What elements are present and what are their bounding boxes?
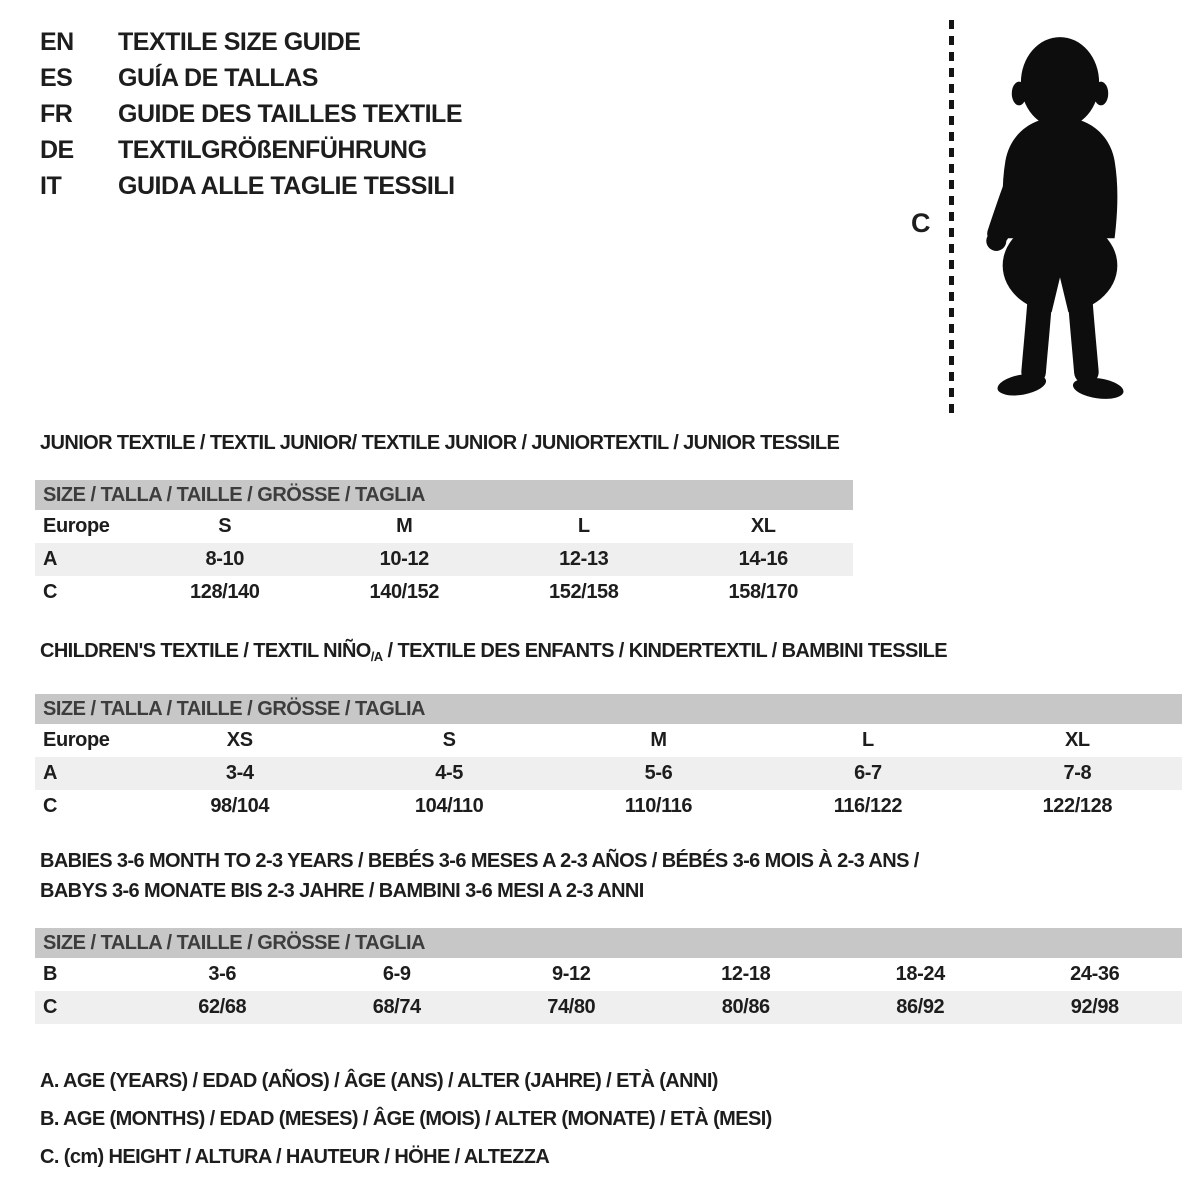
- table-row: [35, 576, 853, 609]
- table-cell: 68/74: [372, 996, 421, 1018]
- table-cell: 12-13: [559, 548, 609, 570]
- language-row: [40, 96, 462, 132]
- row-label: Europe: [43, 515, 110, 537]
- table-cell: 86/92: [896, 996, 945, 1018]
- table-cell: M: [650, 729, 667, 751]
- babies-size-table: [35, 928, 1182, 1024]
- guide-title: GUIDA ALLE TAGLIE TESSILI: [118, 172, 455, 200]
- table-cell: 12-18: [721, 963, 771, 985]
- table-cell: 6-7: [854, 762, 882, 784]
- table-cell: 128/140: [190, 581, 260, 603]
- section-children-textile: [35, 636, 1182, 823]
- language-code: ES: [40, 64, 73, 92]
- table-cell: 62/68: [198, 996, 247, 1018]
- footnote-c: C. (cm) HEIGHT / ALTURA / HAUTEUR / HÖHE / ALTEZZA: [40, 1146, 550, 1168]
- dashed-height-line: [949, 20, 954, 418]
- table-cell: XL: [750, 515, 776, 537]
- table-cell: 152/158: [549, 581, 619, 603]
- table-cell: 8-10: [205, 548, 244, 570]
- table-cell: 14-16: [738, 548, 788, 570]
- table-cell: 7-8: [1063, 762, 1092, 784]
- row-label: B: [43, 963, 58, 985]
- heading-text: / TEXTILE DES ENFANTS / KINDERTEXTIL / BAMBINI TESSILE: [382, 640, 948, 662]
- footnote-b: B. AGE (MONTHS) / EDAD (MESES) / ÂGE (MOIS) / ALTER (MONATE) / ETÀ (MESI): [40, 1108, 772, 1130]
- table-cell: L: [577, 515, 590, 537]
- table-cell: XS: [226, 729, 253, 751]
- language-code: FR: [40, 100, 73, 128]
- table-cell: 110/116: [624, 795, 693, 817]
- table-cell: S: [218, 515, 232, 537]
- language-code: EN: [40, 28, 74, 56]
- table-cell: 140/152: [369, 581, 439, 603]
- row-label: A: [43, 762, 58, 784]
- section-heading: [35, 636, 1182, 672]
- section-babies-textile: [35, 846, 1182, 1024]
- table-cell: 5-6: [644, 762, 673, 784]
- table-cell: 9-12: [552, 963, 591, 985]
- height-measure-label: C: [911, 208, 931, 238]
- table-row: [35, 958, 1182, 991]
- table-row: [35, 991, 1182, 1024]
- table-body: [35, 510, 853, 609]
- table-size-header: SIZE / TALLA / TAILLE / GRÖSSE / TAGLIA: [35, 928, 1182, 958]
- language-code: DE: [40, 136, 74, 164]
- language-title-list: [40, 24, 462, 204]
- table-cell: 4-5: [435, 762, 463, 784]
- table-cell: 158/170: [728, 581, 798, 603]
- table-row: [35, 757, 1182, 790]
- table-size-header: SIZE / TALLA / TAILLE / GRÖSSE / TAGLIA: [35, 694, 1182, 724]
- heading-text: CHILDREN'S TEXTILE / TEXTIL NIÑO: [40, 640, 371, 662]
- heading-subscript: /A: [370, 649, 383, 664]
- table-cell: S: [442, 729, 456, 751]
- language-code: IT: [40, 172, 62, 200]
- table-size-header: SIZE / TALLA / TAILLE / GRÖSSE / TAGLIA: [35, 480, 853, 510]
- table-body: [35, 958, 1182, 1024]
- guide-title: TEXTILE SIZE GUIDE: [118, 28, 361, 56]
- table-cell: 18-24: [895, 963, 945, 985]
- table-cell: 122/128: [1042, 795, 1113, 817]
- table-cell: 98/104: [210, 795, 270, 817]
- language-row: [40, 132, 462, 168]
- guide-title: GUÍA DE TALLAS: [118, 64, 318, 92]
- table-cell: 74/80: [547, 996, 596, 1018]
- language-row: [40, 168, 462, 204]
- language-row: [40, 24, 462, 60]
- table-cell: 92/98: [1070, 996, 1119, 1018]
- table-cell: M: [396, 515, 413, 537]
- table-body: [35, 724, 1182, 823]
- table-row: [35, 724, 1182, 757]
- section-heading-line2: BABYS 3-6 MONATE BIS 2-3 JAHRE / BAMBINI 3-6 MESI A 2-3 ANNI: [40, 880, 644, 902]
- table-cell: 24-36: [1070, 963, 1120, 985]
- section-junior-textile: [35, 428, 853, 609]
- toddler-silhouette: [969, 16, 1151, 424]
- table-cell: 116/122: [833, 795, 903, 817]
- footnote-a: A. AGE (YEARS) / EDAD (AÑOS) / ÂGE (ANS) / ALTER (JAHRE) / ETÀ (ANNI): [40, 1070, 718, 1092]
- table-row: [35, 790, 1182, 823]
- guide-title: TEXTILGRÖßENFÜHRUNG: [118, 136, 427, 164]
- row-label: A: [43, 548, 58, 570]
- measured-figure: [905, 10, 1175, 428]
- table-row: [35, 510, 853, 543]
- row-label: Europe: [43, 729, 110, 751]
- children-size-table: [35, 694, 1182, 823]
- table-cell: 6-9: [382, 963, 411, 985]
- junior-size-table: [35, 480, 853, 609]
- table-row: [35, 543, 853, 576]
- guide-title: GUIDE DES TAILLES TEXTILE: [118, 100, 463, 128]
- row-label: C: [43, 581, 58, 603]
- section-heading: JUNIOR TEXTILE / TEXTIL JUNIOR/ TEXTILE JUNIOR / JUNIORTEXTIL / JUNIOR TESSILE: [40, 432, 840, 454]
- footnote-legend: [40, 1062, 772, 1176]
- language-row: [40, 60, 462, 96]
- table-cell: 3-6: [208, 963, 237, 985]
- table-cell: 3-4: [225, 762, 254, 784]
- table-cell: L: [862, 729, 874, 751]
- table-cell: 10-12: [379, 548, 429, 570]
- table-cell: XL: [1064, 729, 1090, 751]
- table-cell: 104/110: [414, 795, 484, 817]
- row-label: C: [43, 795, 58, 817]
- row-label: C: [43, 996, 58, 1018]
- table-cell: 80/86: [721, 996, 770, 1018]
- section-heading-line1: BABIES 3-6 MONTH TO 2-3 YEARS / BEBÉS 3-6 MESES A 2-3 AÑOS / BÉBÉS 3-6 MOIS À 2-3 ANS /: [40, 850, 919, 872]
